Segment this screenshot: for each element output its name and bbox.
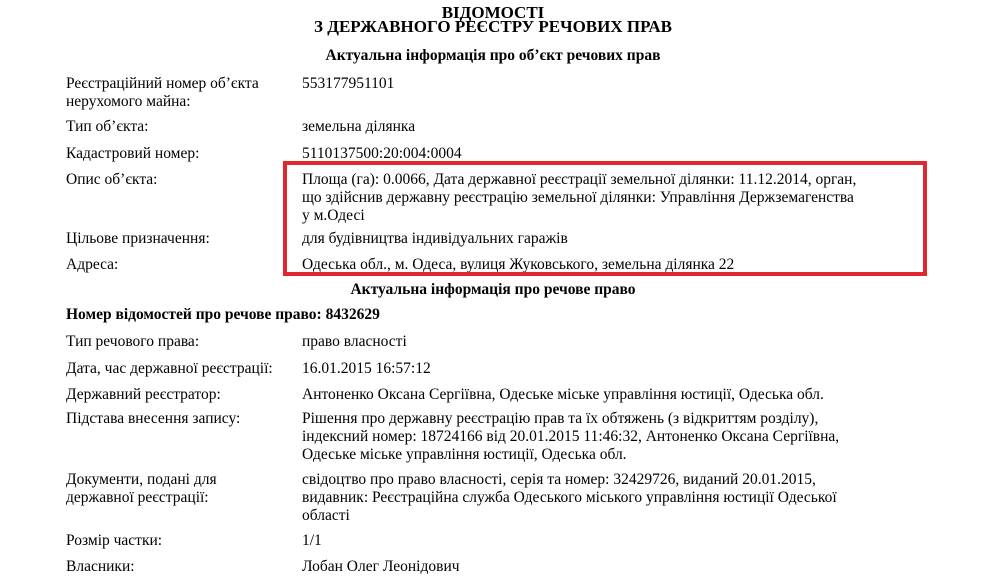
field-value: земельна ділянка: [302, 118, 416, 135]
field-label: Дата, час державної реєстрації:: [66, 360, 273, 377]
field-label: Тип об’єкта:: [66, 118, 149, 135]
field-value-line: видавник: Реєстраційна служба Одеського міського управління юстиції Одеської: [302, 489, 837, 506]
field-value-line: свідоцтво про право власності, серія та номер: 32429726, виданий 20.01.2015,: [302, 471, 816, 488]
field-label: державної реєстрації:: [66, 489, 209, 506]
field-label: нерухомого майна:: [66, 93, 191, 110]
field-label: Розмір частки:: [66, 532, 163, 549]
field-label: Підстава внесення запису:: [66, 410, 241, 427]
field-label: Опис об’єкта:: [66, 171, 158, 188]
field-value: 553177951101: [302, 75, 395, 92]
red-highlight-box: [283, 161, 927, 276]
field-label: Цільове призначення:: [66, 230, 210, 247]
document-subtitle: З ДЕРЖАВНОГО РЕЄСТРУ РЕЧОВИХ ПРАВ: [314, 17, 672, 36]
section-heading-object: Актуальна інформація про об’єкт речових прав: [325, 47, 661, 64]
field-value-line: що здійснив державну реєстрацію земельної ділянки: Управління Держземагенства: [302, 189, 854, 206]
field-value-line: Рішення про державну реєстрацію прав та їх обтяжень (з відкриттям розділу),: [302, 410, 819, 427]
field-label: Адреса:: [66, 256, 119, 273]
field-value-line: Одеське міське управління юстиції, Одеська обл.: [302, 446, 627, 463]
field-value: для будівництва індивідуальних гаражів: [302, 230, 568, 247]
field-value-line: Площа (га): 0.0066, Дата державної реєстрації земельної ділянки: 11.12.2014, орган,: [302, 171, 857, 188]
field-value: Одеська обл., м. Одеса, вулиця Жуковського, земельна ділянка 22: [302, 256, 735, 273]
field-value: 1/1: [302, 532, 322, 549]
field-value: право власності: [302, 333, 407, 350]
field-value-line: індексний номер: 18724166 від 20.01.2015 11:46:32, Антоненко Оксана Сергіївна,: [302, 428, 840, 445]
field-label: Власники:: [66, 558, 135, 575]
field-value: Лобан Олег Леонідович: [302, 558, 460, 575]
field-value: 16.01.2015 16:57:12: [302, 360, 431, 377]
field-label: Державний реєстратор:: [66, 386, 221, 403]
field-value-line: області: [302, 507, 350, 524]
document-title: ВІДОМОСТІ: [441, 3, 545, 22]
field-label: Реєстраційний номер об’єкта: [66, 75, 259, 92]
field-label: Кадастровий номер:: [66, 145, 200, 162]
field-value: Антоненко Оксана Сергіївна, Одеське міське управління юстиції, Одеська обл.: [302, 386, 824, 403]
field-value: 5110137500:20:004:0004: [302, 145, 462, 162]
section-heading-right: Актуальна інформація про речове право: [350, 281, 636, 298]
field-label: Документи, подані для: [66, 471, 217, 488]
record-number: Номер відомостей про речове право: 8432629: [66, 306, 380, 323]
field-label: Тип речового права:: [66, 333, 200, 350]
field-value-line: у м.Одесі: [302, 207, 365, 224]
